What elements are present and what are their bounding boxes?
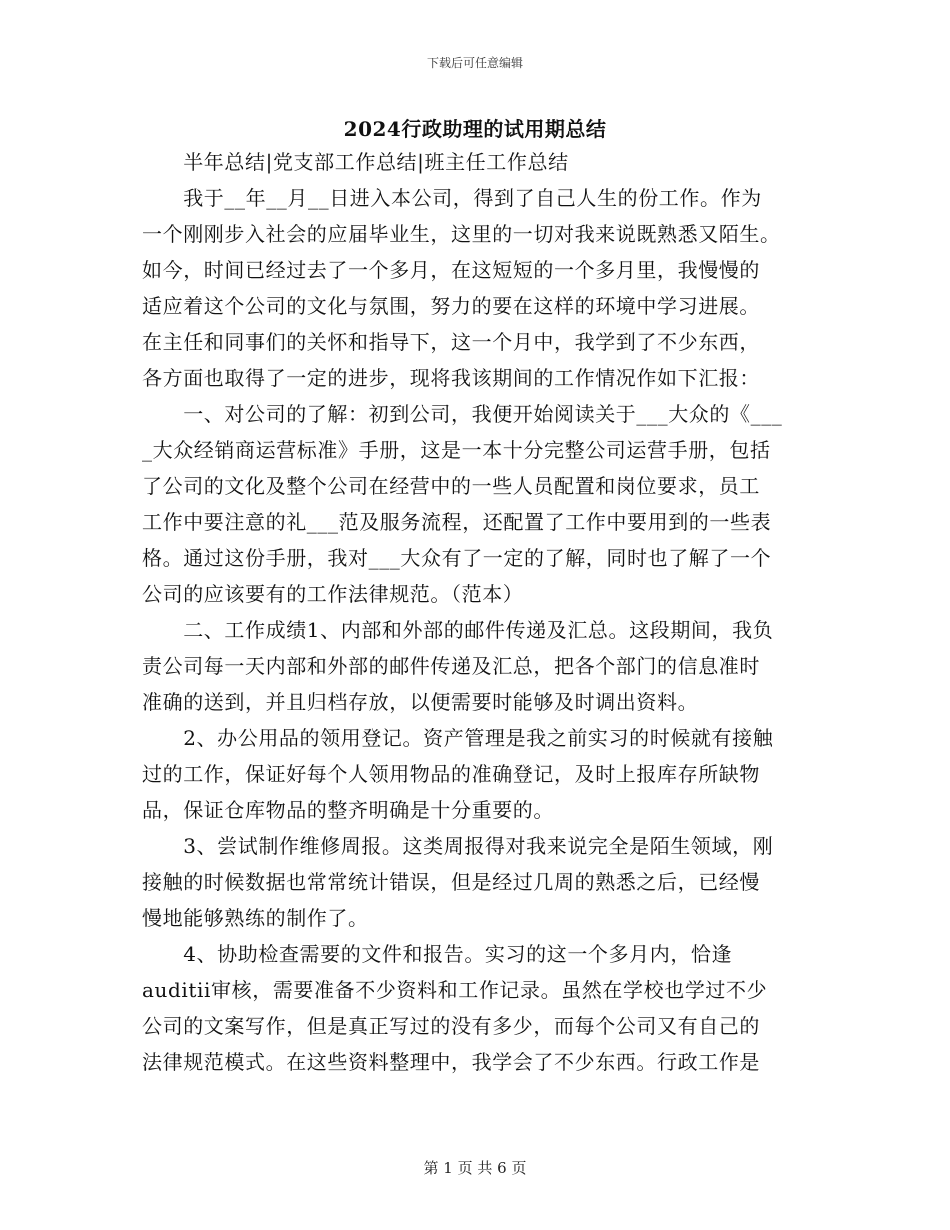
document-title: 2024行政助理的试用期总结 [343,117,607,141]
document-body [142,144,812,1080]
body-line: 4、协助检查需要的文件和报告。实习的这一个多月内，恰逢 [142,942,733,966]
page-indicator: 第 1 页 共 6 页 [423,1159,527,1177]
body-line: _大众经销商运营标准》手册，这是一本十分完整公司运营手册，包括 [142,438,771,462]
body-line: 责公司每一天内部和外部的邮件传递及汇总，把各个部门的信息准时 [142,654,760,678]
body-line: 二、工作成绩1、内部和外部的邮件传递及汇总。这段期间，我负 [142,618,774,642]
body-line: 如今，时间已经过去了一个多月，在这短短的一个多月里，我慢慢的 [142,258,760,282]
download-note: 下载后可任意编辑 [426,56,523,70]
body-line: 品，保证仓库物品的整齐明确是十分重要的。 [142,798,554,822]
body-line: 过的工作，保证好每个人领用物品的准确登记，及时上报库存所缺物 [142,762,760,786]
body-line: 我于__年__月__日进入本公司，得到了自己人生的份工作。作为 [142,186,762,210]
body-line: auditii审核，需要准备不少资料和工作记录。虽然在学校也学过不少 [142,978,768,1002]
body-line: 半年总结|党支部工作总结|班主任工作总结 [142,150,569,174]
body-line: 在主任和同事们的关怀和指导下，这一个月中，我学到了不少东西， [142,330,760,354]
body-line: 工作中要注意的礼___范及服务流程，还配置了工作中要用到的一些表 [142,510,772,534]
body-line: 公司的文案写作，但是真正写过的没有多少，而每个公司又有自己的 [142,1014,760,1038]
body-line: 2、办公用品的领用登记。资产管理是我之前实习的时候就有接触 [142,726,774,750]
body-line: 慢地能够熟练的制作了。 [142,906,369,930]
body-line: 各方面也取得了一定的进步，现将我该期间的工作情况作如下汇报： [142,366,760,390]
body-line: 一、对公司的了解：初到公司，我便开始阅读关于___大众的《___ [142,402,783,426]
body-line: 适应着这个公司的文化与氛围，努力的要在这样的环境中学习进展。 [142,294,760,318]
body-line: 接触的时候数据也常常统计错误，但是经过几周的熟悉之后，已经慢 [142,870,760,894]
body-line: 格。通过这份手册，我对___大众有了一定的了解，同时也了解了一个 [142,546,772,570]
body-line: 法律规范模式。在这些资料整理中，我学会了不少东西。行政工作是 [142,1050,760,1074]
body-line: 3、尝试制作维修周报。这类周报得对我来说完全是陌生领域，刚 [142,834,774,858]
body-line: 了公司的文化及整个公司在经营中的一些人员配置和岗位要求，员工 [142,474,760,498]
body-line: 准确的送到，并且归档存放，以便需要时能够及时调出资料。 [142,690,699,714]
body-line: 一个刚刚步入社会的应届毕业生，这里的一切对我来说既熟悉又陌生。 [142,222,781,246]
body-line: 公司的应该要有的工作法律规范。（范本） [142,582,524,606]
